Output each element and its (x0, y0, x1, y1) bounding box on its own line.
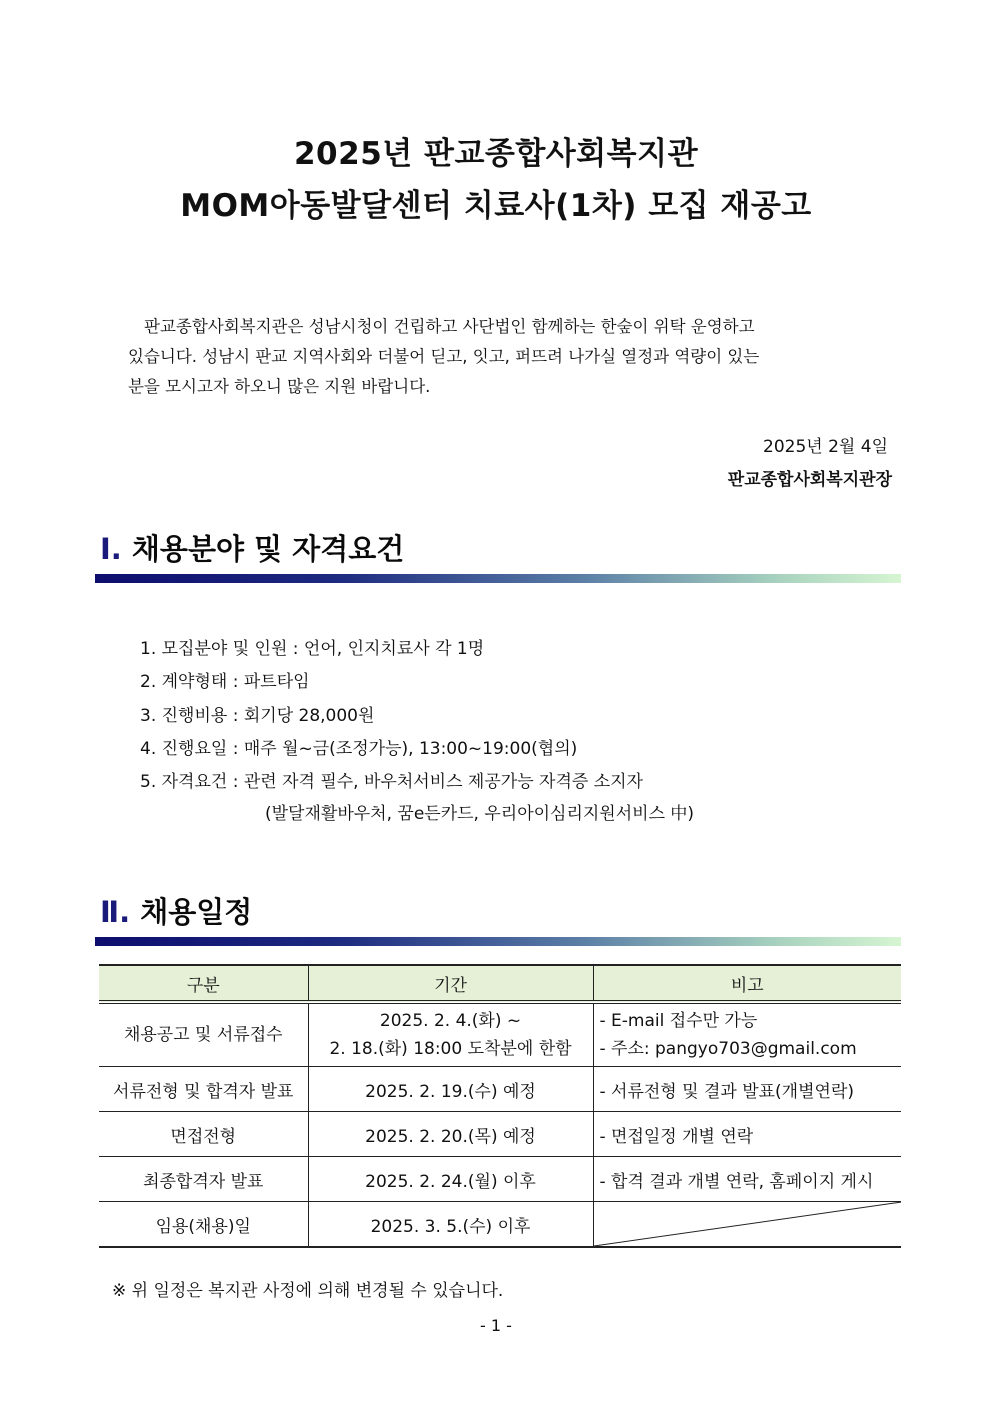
row-category: 최종합격자 발표 (99, 1157, 308, 1202)
schedule-table (99, 964, 901, 1248)
header-note: 비고 (593, 965, 901, 1002)
section2-divider (95, 937, 901, 946)
table-row (99, 1112, 901, 1157)
list-item: 4. 진행요일 : 매주 월~금(조정가능), 13:00~19:00(협의) (140, 739, 578, 759)
row-category: 면접전형 (99, 1112, 308, 1157)
signature: 판교종합사회복지관장 (727, 470, 892, 490)
list-item: 1. 모집분야 및 인원 : 언어, 인지치료사 각 1명 (140, 639, 485, 659)
intro-line2: 있습니다. 성남시 판교 지역사회와 더불어 딛고, 잇고, 퍼뜨려 나가실 열정과 역량이 있는 (128, 347, 760, 366)
table-header-row (99, 965, 901, 1002)
section1-title: 채용분야 및 자격요건 (131, 532, 405, 566)
list-item: 2. 계약형태 : 파트타임 (140, 672, 310, 692)
page-title-line1: 2025년 판교종합사회복지관 (293, 136, 699, 172)
section1-divider (95, 574, 901, 583)
intro-line1: 판교종합사회복지관은 성남시청이 건립하고 사단법인 함께하는 한숲이 위탁 운영하고 (144, 317, 755, 336)
table-row (99, 1067, 901, 1112)
header-period: 기간 (308, 965, 593, 1002)
page-number: - 1 - (480, 1316, 512, 1335)
row-note-line1: - E-mail 접수만 가능 (599, 1011, 758, 1031)
diagonal-line (594, 1202, 902, 1246)
row-note-line2: - 주소: pangyo703@gmail.com (599, 1039, 857, 1059)
section1-number: Ⅰ. (100, 532, 122, 566)
row-note: - 서류전형 및 결과 발표(개별연락) (593, 1067, 901, 1112)
row-category: 서류전형 및 합격자 발표 (99, 1067, 308, 1112)
list-item: 5. 자격요건 : 관련 자격 필수, 바우처서비스 제공가능 자격증 소지자 (140, 772, 643, 792)
table-row (99, 1002, 901, 1067)
row-period: 2025. 2. 20.(목) 예정 (308, 1112, 593, 1157)
row-period-line1: 2025. 2. 4.(화) ~ (379, 1011, 522, 1031)
list-item: 3. 진행비용 : 회기당 28,000원 (140, 706, 375, 726)
section2-number: Ⅱ. (100, 895, 131, 929)
row-period-line2: 2. 18.(화) 18:00 도착분에 한함 (329, 1039, 572, 1059)
section1-heading (100, 527, 404, 568)
row-period: 2025. 2. 19.(수) 예정 (308, 1067, 593, 1112)
table-row (99, 1202, 901, 1248)
empty-diagonal-cell (593, 1202, 901, 1248)
row-category: 채용공고 및 서류접수 (99, 1002, 308, 1067)
section2-title: 채용일정 (140, 895, 253, 929)
row-period (308, 1002, 593, 1067)
row-category: 임용(채용)일 (99, 1202, 308, 1248)
intro-line3: 분을 모시고자 하오니 많은 지원 바랍니다. (128, 377, 431, 396)
row-note: - 면접일정 개별 연락 (593, 1112, 901, 1157)
row-note: - 합격 결과 개별 연락, 홈페이지 게시 (593, 1157, 901, 1202)
row-period: 2025. 2. 24.(월) 이후 (308, 1157, 593, 1202)
table-row (99, 1157, 901, 1202)
row-period: 2025. 3. 5.(수) 이후 (308, 1202, 593, 1248)
announcement-date: 2025년 2월 4일 (763, 437, 888, 457)
footnote: ※ 위 일정은 복지관 사정에 의해 변경될 수 있습니다. (112, 1281, 504, 1301)
header-category: 구분 (99, 965, 308, 1002)
list-item-sub: (발달재활바우처, 꿈e든카드, 우리아이심리지원서비스 中) (265, 804, 695, 824)
page-title-line2: MOM아동발달센터 치료사(1차) 모집 재공고 (180, 188, 812, 224)
section2-heading (100, 890, 252, 931)
row-note (593, 1002, 901, 1067)
